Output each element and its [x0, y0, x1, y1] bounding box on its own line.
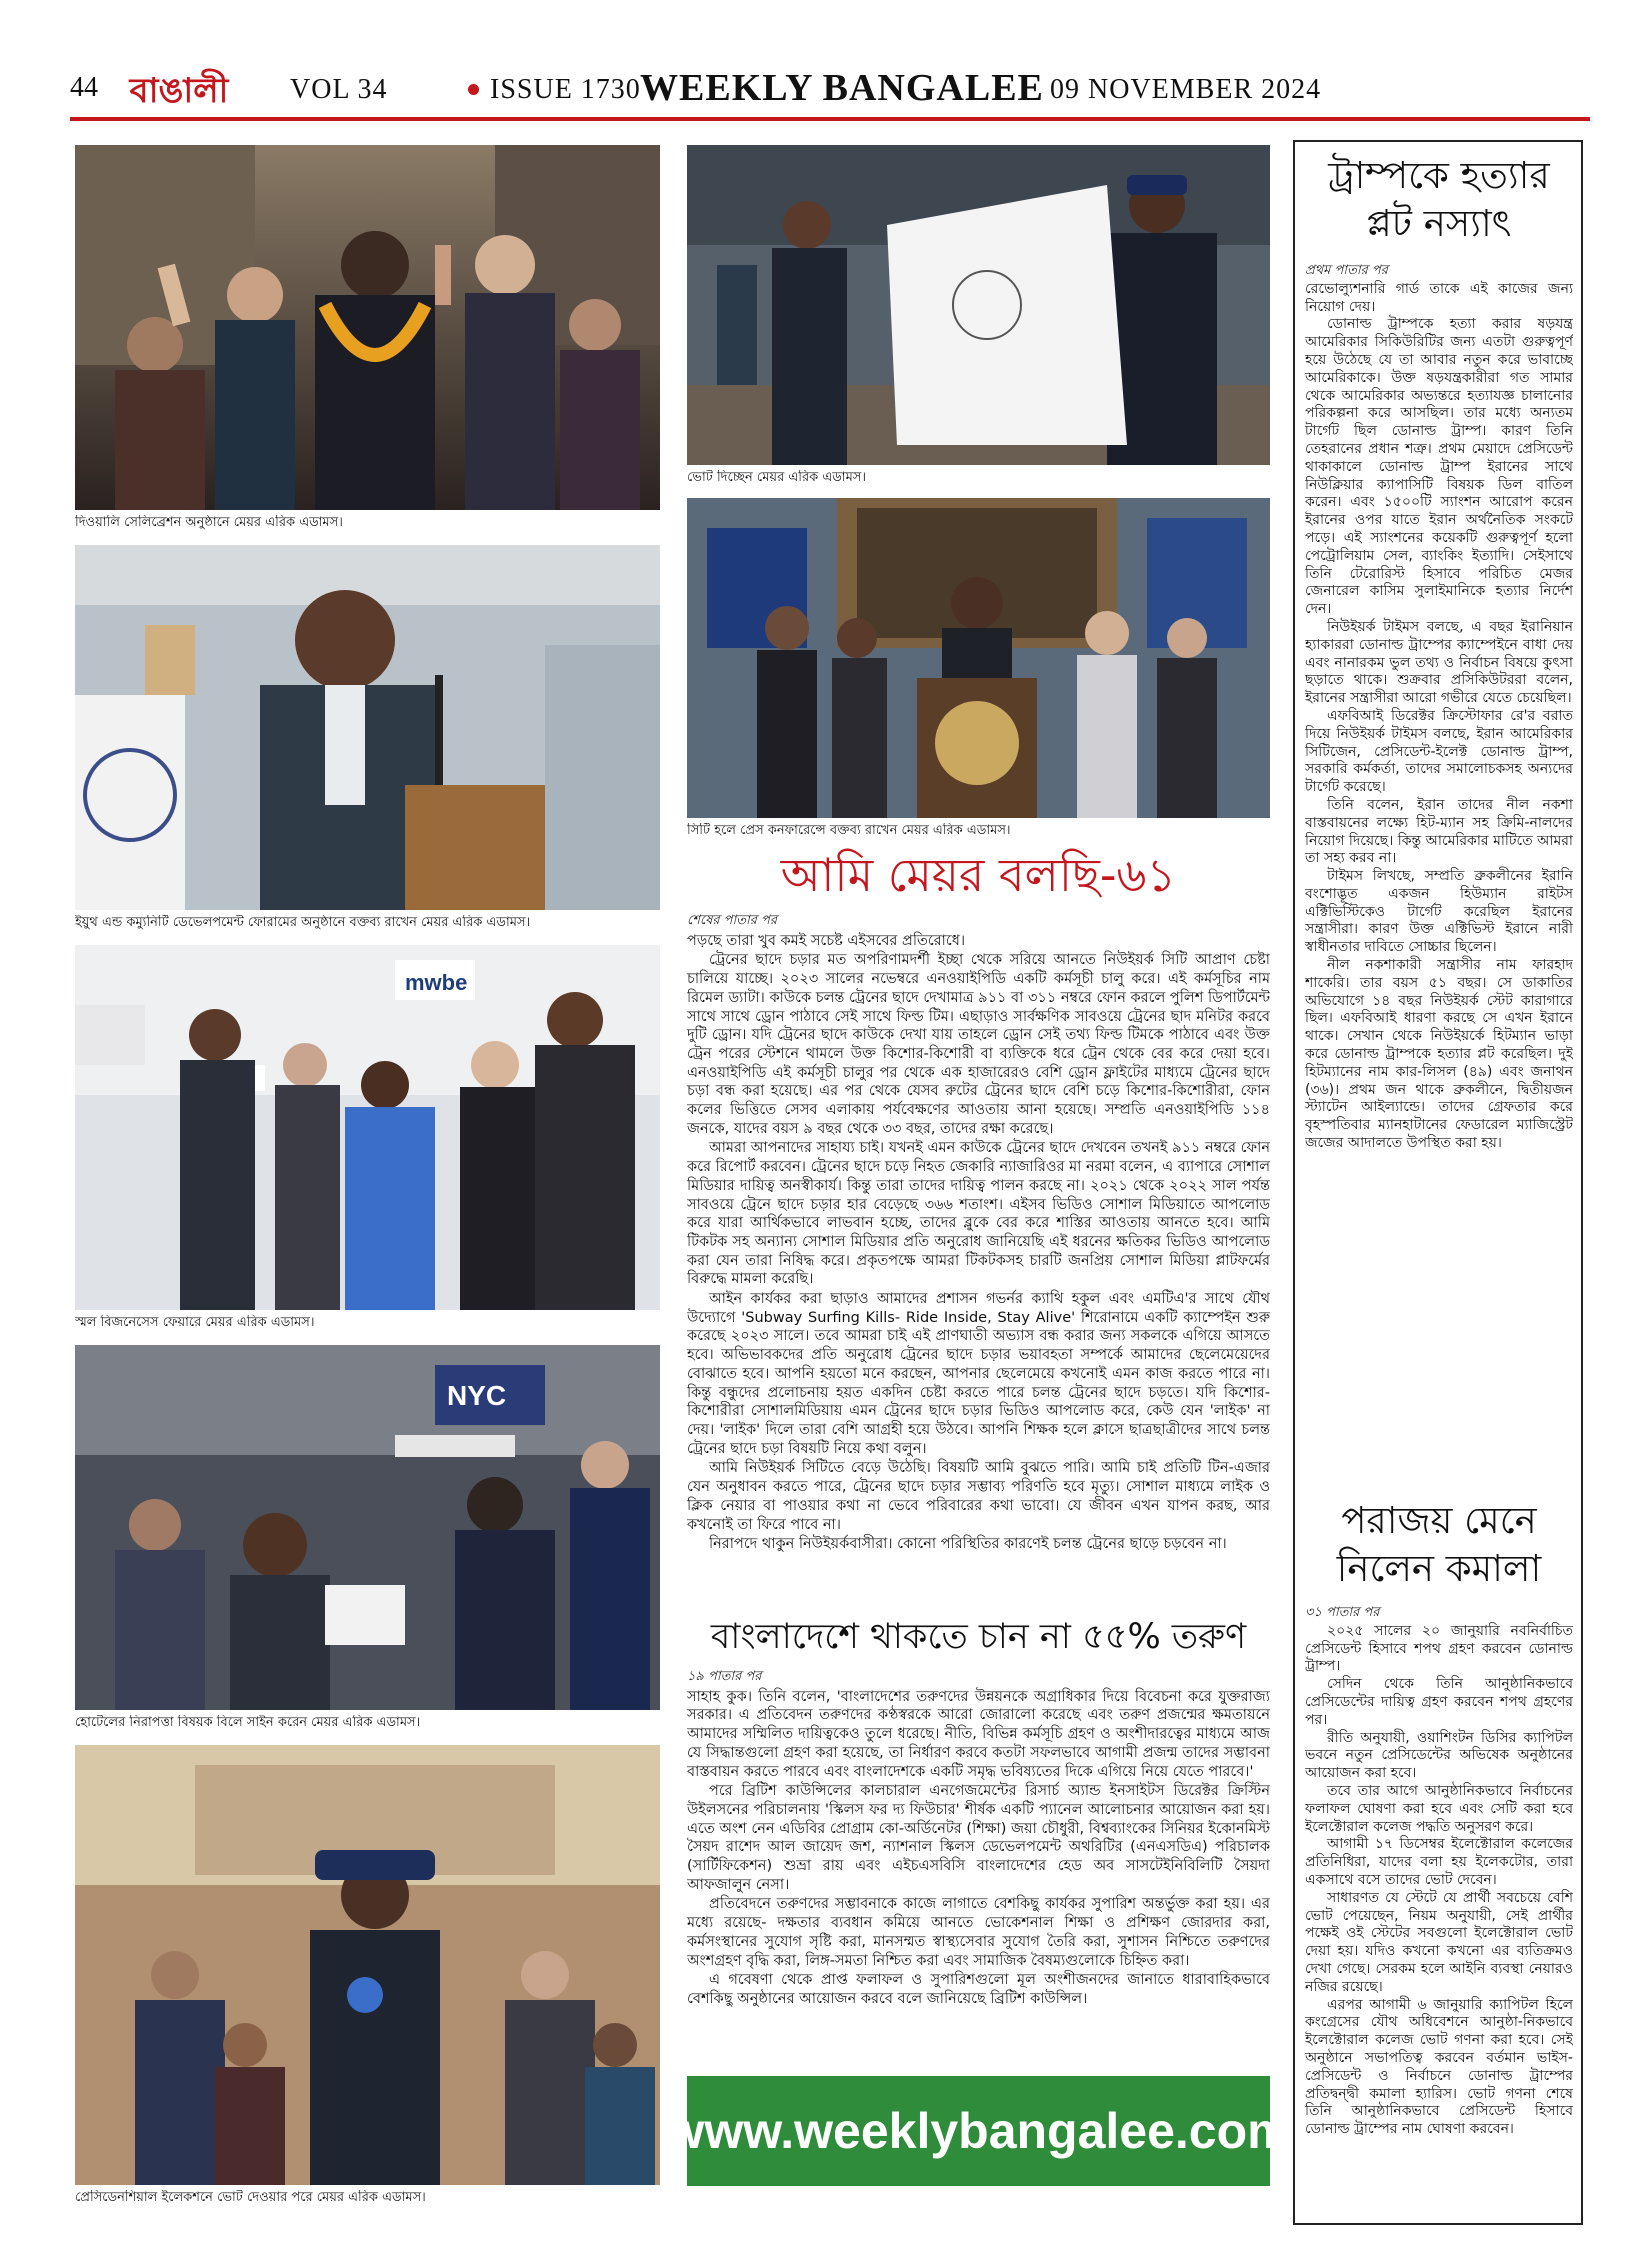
masthead: WEEKLY BANGALEE: [640, 67, 1044, 109]
caption-voting: ভোট দিচ্ছেন মেয়র এরিক এডামস।: [687, 470, 867, 485]
bangladesh-headline: বাংলাদেশে থাকতে চান না ৫৫% তরুণ: [710, 1617, 1247, 1657]
kamala-continued-from: ৩১ পাতার পর: [1305, 1605, 1380, 1620]
trump-paragraph: ডোনাল্ড ট্রাম্পকে হত্যা করার ষড়যন্ত্র আমেরিকার সিকিউরিটির জন্য এতটা গুরুত্বপূর্ণ হয়ে উঠেছে যে তা আবার নতুন করে ভাবাচ্ছে আমেরিকাকে। উক্ত ষড়যন্ত্রকারীরা গত সামার থেকে আমেরিকার অভ্যন্তরে হত্যাযজ্ঞ চালানোর পরিকল্পনা করে আসছিল। তার মধ্যে অন্যতম টার্গেট ছিল ডোনাল্ড ট্রাম্প। কারণ তিনি তেহরানের প্রধান শত্রু। প্রথম মেয়াদে প্রেসিডেন্ট থাকাকালে ডোনাল্ড ট্রাম্প ইরানের সাথে নিউক্লিয়ার ক্যাপাসিটি বিষয়ক ডিল বাতিল করেন। এবং ১৫০০টি স্যাংশন আরোপ করেন ইরানের ওপর যাতে ইরান অর্থনৈতিক সংকটে পড়ে। এই স্যাংশনের কয়েকটি গুরুত্বপূর্ণ হলো পেট্রোলিয়াম সেল, ব্যাংকিং ইত্যাদি। সেইসাথে তিনি টেরোরিস্ট হিসাবে পরিচিত মেজর জেনারেল কাসিম সুলাইমানিকে হত্যার নির্দেশ দেন।: [1305, 316, 1573, 618]
photo-hotel-bill: [75, 1345, 660, 1710]
page-number: 44: [70, 72, 98, 103]
kamala-paragraph: রীতি অনুযায়ী, ওয়াশিংটন ডিসির ক্যাপিটল ভবনে নতুন প্রেসিডেন্টের অভিষেক অনুষ্ঠানের আয়োজন করা হবে।: [1305, 1729, 1573, 1782]
photo-sign-text-2: NYC: [447, 1380, 507, 1411]
trump-paragraph: নীল নকশাকারী সন্ত্রাসীর নাম ফারহাদ শাকেরি। তার বয়স ৫১ বছর। সে ডাকাতির অভিযোগে ১৪ বছর নিউইয়র্ক স্টেট কারাগারে ছিল। এফবিআই ধারণা করছে সে এখন ইরানে থাকে। সেখান থেকে নিউইয়র্কে হিটম্যান ভাড়া করে ডোনাল্ড ট্রাম্পকে হত্যার প্লট করেছিল। দুই হিটম্যানের নাম কার-লিসল (৪৯) এবং জনাথন (৩৬)। প্রথম জন থাকে ব্রুকলীনে, দ্বিতীয়জন স্ট্যাটেন আইল্যান্ডে। তাদের গ্রেফতার করে বৃহস্পতিবার ম্যানহাটানের ফেডারেল ম্যাজিস্ট্রেট জজের আদালতে উপস্থিত করা হয়।: [1305, 957, 1573, 1152]
photo-sign-text: mwbe: [405, 970, 468, 995]
mayor-paragraph: পড়ছে তারা খুব কমই সচেষ্ট এইসবের প্রতিরোধে।: [687, 932, 966, 949]
photo-press-conference: [687, 498, 1270, 818]
caption-election-vote: প্রেসিডেনশিয়াল ইলেকশনে ভোট দেওয়ার পরে মেয়র এরিক এডামস।: [75, 2190, 426, 2205]
trump-continued-from: প্রথম পাতার পর: [1305, 263, 1388, 278]
mayor-paragraph: আমি নিউইয়র্ক সিটিতে বেড়ে উঠেছি। বিষয়টি আমি বুঝতে পারি। আমি চাই প্রতিটি টিন-এজার যেন অনুধাবন করতে পারে, ট্রেনের ছাদে চড়ার সম্ভাব্য পরিণতি হবে মৃত্যু। সোশাল মাধ্যমে লাইক ও ক্লিক নেয়ার বা পাওয়ার কথা না ভেবে পরিবারের কথা ভাবো। যে জীবন এখন যাপন করছ, আর কখনোই তা ফিরে পাবে না।: [687, 1460, 1270, 1533]
mayor-column-headline: আমি মেয়র বলছি-৬১: [780, 848, 1177, 902]
bangladesh-paragraph: প্রতিবেদনে তরুণদের সম্ভাবনাকে কাজে লাগাতে বেশকিছু কার্যকর সুপারিশ অন্তর্ভুক্ত করা হয়। এর মধ্যে রয়েছে- দক্ষতার ব্যবধান কমিয়ে আনতে ভোকেশনাল শিক্ষা ও প্রশিক্ষণ জোরদার করা, কর্মসংস্থানের সুযোগ সৃষ্টি করা, মানসম্মত স্বাস্থ্যসেবার সুযোগ তৈরি করা, সুশাসন নিশ্চিতে তরুণদের অংশগ্রহণ বৃদ্ধি করা, লিঙ্গ-সমতা নিশ্চিত করা এবং সামাজিক বৈষম্যগুলোকে চিহ্নিত করা।: [687, 1896, 1270, 1969]
volume-label: VOL 34: [290, 74, 388, 105]
mayor-column-body: [687, 912, 1270, 1612]
website-ad-banner[interactable]: www.weeklybangalee.com: [687, 2076, 1270, 2186]
trump-body: [1305, 262, 1573, 1462]
bangladesh-paragraph: এ গবেষণা থেকে প্রাপ্ত ফলাফল ও সুপারিশগুলো মূল অংশীজনদের জানাতে ধারাবাহিকভাবে বেশকিছু অনুষ্ঠানের আয়োজন করবে বলে জানিয়েছে ব্রিটিশ কাউন্সিল।: [687, 1972, 1270, 2007]
caption-youth-forum: ইয়ুথ এন্ড কম্যুনিটি ডেভেলপমেন্ট ফোরামের অনুষ্ঠানে বক্তব্য রাখেন মেয়র এরিক এডামস।: [75, 915, 531, 930]
kamala-paragraph: সাধারণত যে স্টেটে যে প্রার্থী সবচেয়ে বেশি ভোট পেয়েছেন, নিয়ম অনুযায়ী, সেই প্রার্থীর পক্ষেই ওই স্টেটের সবগুলো ইলেক্টোরাল ভোট দেয়া হয়। যদিও কখনো কখনো এর ব্যতিক্রমও দেখা গেছে। সেরকম হলে আইনি ব্যবস্থা নেয়ারও নজির রয়েছে।: [1305, 1889, 1573, 1995]
mayor-paragraph: নিরাপদে থাকুন নিউইয়র্কবাসীরা। কোনো পরিস্থিতির কারণেই চলন্ত ট্রেনের ছাড়ে চড়বেন না।: [709, 1536, 1227, 1553]
bangladesh-paragraph: সাহাহ কুক। তিনি বলেন, 'বাংলাদেশের তরুণদের উন্নয়নকে অগ্রাধিকার দিয়ে বিবেচনা করে যুক্তরাজ্য সরকার। এ প্রতিবেদন তরুণদের কণ্ঠস্বরকে আরো জোরালো করেছে এবং তরুণ প্রজন্মের ক্ষমতায়নে আমাদের সম্মিলিত দায়িত্বকেও তুলে ধরেছে। নীতি, বিভিন্ন কর্মসূচি গ্রহণ ও অংশীদারত্বের মাধ্যমে আজ যে সিদ্ধান্তগুলো গ্রহণ করা হয়েছে, তা নির্ধারণ করবে কতটা সফলভাবে আগামী প্রজন্ম তাদের সম্ভাবনা বাস্তবায়ন করতে পারবে এবং বাংলাদেশকে একটি সমৃদ্ধ ভবিষ্যতের দিকে এগিয়ে নিয়ে যেতে পারবে।': [687, 1688, 1270, 1780]
kamala-paragraph: ২০২৫ সালের ২০ জানুয়ারি নবনির্বাচিত প্রেসিডেন্ট হিসাবে শপথ গ্রহণ করবেন ডোনাল্ড ট্রাম্প।: [1305, 1622, 1573, 1675]
kamala-paragraph: এরপর আগামী ৬ জানুয়ারি ক্যাপিটল হিলে কংগ্রেসের যৌথ অধিবেশনে আনুষ্ঠা-নিকভাবে ইলেক্টোরাল কলেজ ভোট গণনা করা হবে। সেই অনুষ্ঠানে সভাপতিত্ব করবেন বর্তমান ভাইস-প্রেসিডেন্ট ও নির্বাচনে ডোনাল্ড ট্রাম্পের প্রতিদ্বন্দ্বী কমালা হ্যারিস। ভোট গণনা শেষে তিনি আনুষ্ঠানিকভাবে প্রেসিডেন্ট হিসাবে ডোনাল্ড ট্রাম্পের নাম ঘোষণা করবেন।: [1305, 1996, 1573, 2138]
kamala-paragraph: সেদিন থেকে তিনি আনুষ্ঠানিকভাবে প্রেসিডেন্টের দায়িত্ব গ্রহণ করবেন শপথ গ্রহণের পর।: [1305, 1676, 1573, 1728]
bangladesh-paragraph: পরে ব্রিটিশ কাউন্সিলের কালচারাল এনগেজমেন্টের রিসার্চ অ্যান্ড ইনসাইটস ডিরেক্টর ক্রিস্টিন উইলসনের পরিচালনায় 'স্কিলস ফর দ্য ফিউচার' শীর্ষক একটি প্যানেল আলোচনার আয়োজন করা হয়। এতে অংশ নেন এডিবির প্রোগ্রাম কো-অর্ডিনেটর (শিক্ষা) জয়া চৌধুরী, বিশ্বব্যাংকের সিনিয়র ইকোনমিস্ট সৈয়দ রাশেদ আল জায়েদ জশ, ন্যাশনাল স্কিলস ডেভেলপমেন্ট অথরিটির (এনএসডিএ) পরিচালক (সার্টিফিকেশন) শুভ্রা রায় এবং এইচএসবিসি বাংলাদেশের হেড অব সাসটেইনিবিলিটি সৈয়দা আফজালুন নেসা।: [687, 1783, 1270, 1893]
mayor-paragraph: আমরা আপনাদের সাহায্য চাই। যখনই এমন কাউকে ট্রেনের ছাদে দেখবেন তখনই ৯১১ নম্বরে ফোন করে রিপোর্ট করবেন। ট্রেনের ছাদে চড়ে নিহত জেকারি ন্যাজারিওর মা নরমা বলেন, এ ব্যাপারে সোশাল মিডিয়ার দায়িত্ব অনস্বীকার্য। কিন্তু তারা তাদের দায়িত্ব পালন করছে না। ২০২১ থেকে ২০২২ সাল পর্যন্ত সাবওয়ে ট্রেনে ছাদে চড়ার হার বেড়েছে ৩৬৬ শতাংশ। এইসব ভিডিও সোশাল মিডিয়াতে আপলোড করে যারা আর্থিকভাবে লাভবান হচ্ছে, তাদের ব্লুকে বের করে শাস্তির আওতায় আনতে হবে। আমি টিকটক সহ অন্যান্য সোশাল মিডিয়ার প্রতি অনুরোধ জানিয়েছি এই ধরনের ক্ষতিকর ভিডিও আপলোড করা যেন তারা নিষিদ্ধ করে। প্রকৃতপক্ষে আমরা টিকটকসহ চারটি জনপ্রিয় সোশাল মিডিয়া প্লাটফর্মের বিরুদ্ধে মামলা করেছি।: [687, 1140, 1270, 1288]
photo-election-vote: [75, 1745, 660, 2185]
trump-paragraph: নিউইয়র্ক টাইমস বলছে, এ বছর ইরানিয়ান হ্যাকাররা ডোনাল্ড ট্রাম্পের ক্যাম্পেইনে বাধা দেয় এবং নানারকম ভুল তথ্য ও নির্বাচন বিষয়ে কুৎসা ছড়াতে থাকে। শুক্রবার প্রসিকিউটররা বলেন, ইরানের সন্ত্রাসীরা আরো গভীরে যেতে চেয়েছিল।: [1305, 618, 1573, 707]
logo-text: বাঙালী: [129, 71, 229, 110]
caption-hotel-bill: হোটেলের নিরাপত্তা বিষয়ক বিলে সাইন করেন মেয়র এরিক এডামস।: [75, 1715, 421, 1730]
page-header: [70, 62, 1590, 114]
kamala-paragraph: আগামী ১৭ ডিসেম্বর ইলেক্টোরাল কলেজের প্রতিনিধিরা, যাদের বলা হয় ইলেকটোর, তারা একসাথে বসে তাদের ভোট দেবেন।: [1305, 1836, 1573, 1888]
trump-paragraph: টাইমস লিখছে, সম্প্রতি ব্রুকলীনের ইরানি বংশোদ্ভূত একজন হিউম্যান রাইটস এক্টিভিস্টিকেও টার্গেট করেছিল ইরানের সন্ত্রাসীরা। কারণ উক্ত এক্টিভিস্ট ইরানে নারী স্বাধীনতার দাবিতে সোচ্চার ছিলেন।: [1305, 868, 1573, 956]
bangladesh-continued-from: ১৯ পাতার পর: [687, 1669, 762, 1684]
trump-paragraph: তিনি বলেন, ইরান তাদের নীল নকশা বাস্তবায়নের লক্ষ্যে হিট-ম্যান সহ ক্রিমি-নালদের নিয়োগ দিয়েছে। কিন্তু আমেরিকার মাটিতে আমরা তা সহ্য করব না।: [1305, 796, 1573, 867]
trump-paragraph: রেভোল্যুশনারি গার্ড তাকে এই কাজের জন্য নিয়োগ দেয়।: [1305, 280, 1573, 315]
mayor-continued-from: শেষের পাতার পর: [687, 913, 778, 928]
caption-press-conference: সিটি হলে প্রেস কনফারেন্সে বক্তব্য রাখেন মেয়র এরিক এডামস।: [687, 823, 1011, 838]
header-rule: [70, 117, 1590, 121]
photo-small-business: [75, 945, 660, 1310]
kamala-paragraph: তবে তার আগে আনুষ্ঠানিকভাবে নির্বাচনের ফলাফল ঘোষণা করা হবে এবং সেটি করা হবে ইলেক্টোরাল কলেজ পদ্ধতি অনুসরণ করে।: [1305, 1782, 1573, 1835]
separator-dot: [468, 84, 479, 95]
right-column-box: [1293, 140, 1583, 2225]
issue-label: ISSUE 1730: [490, 74, 641, 105]
photo-youth-forum: [75, 545, 660, 910]
newspaper-logo: [122, 62, 237, 110]
kamala-headline: পরাজয় মেনে নিলেন কমালা: [1336, 1499, 1542, 1590]
caption-small-business: স্মল বিজনেসেস ফেয়ারে মেয়র এরিক এডামস।: [75, 1315, 315, 1330]
mayor-paragraph: ট্রেনের ছাদে চড়ার মত অপরিণামদর্শী ইচ্ছা থেকে সরিয়ে আনতে নিউইয়র্ক সিটি আপ্রাণ চেষ্টা চালিয়ে যাচ্ছে। ২০২৩ সালের নভেম্বরে এনওয়াইপিডি একটি কর্মসূচী চালু করে। এই কর্মসূচির নাম রিমেল ড্যাটা। কাউকে চলন্ত ট্রেনের ছাদে দেখামাত্র ৯১১ বা ৩১১ নম্বরে ফোন করলে পুলিশ ডিপার্টমেন্ট সাথে সাথে ড্রোন পাঠাবে সেই সাথে ফিল্ড টিম। এছাড়াও সার্বক্ষণিক সাবওয়ে ট্রেনের ছাদ মনিটর করবে দুটি ড্রোন। যদি ট্রেনের ছাদে কাউকে দেখা যায় তাহলে ড্রোন সেই তথ্য ফিল্ড টিমকে পাঠাবে এবং উক্ত ট্রেন পরের স্টেশনে থামলে উক্ত কিশোর-কিশোরী বা ব্যক্তিকে ধরে ট্রেন থেকে বের করে দেয়া হবে। এনওয়াইপিডি এই কর্মসূচী চালুর পর থেকে এক হাজারেরও বেশি ড্রোন ফ্লাইটের মাধ্যমে ট্রেনের ছাদে চড়া বন্ধ করা হয়েছে। এর পর থেকে যেসব রুটের ট্রেনের ছাদে বেশি চড়ে কিশোর-কিশোরীরা, ফোন কলের ভিত্তিতে সেসব এলাকায় পর্যবেক্ষণের আওতায় আনা হয়েছে। সম্প্রতি এনওয়াইপিডি ১১৪ জনকে, যাদের বয়স ৯ বছর থেকে ৩৩ বছর, তাদের রক্ষা করেছে।: [687, 952, 1270, 1137]
photo-voting: [687, 145, 1270, 465]
kamala-body: [1305, 1604, 1573, 2214]
trump-headline: ট্রাম্পকে হত্যার প্লট নস্যাৎ: [1328, 154, 1550, 245]
caption-diwali: দিওয়ালি সেলিব্রেশন অনুষ্ঠানে মেয়র এরিক এডামস।: [75, 515, 343, 530]
trump-paragraph: এফবিআই ডিরেক্টর ক্রিস্টোফার রে'র বরাত দিয়ে নিউইয়র্ক টাইমস বলছে, ইরান আমেরিকার সিটিজেন, প্রেসিডেন্ট-ইলেক্ট ডোনাল্ড ট্রাম্প, সরকারি কর্মকর্তা, তাদের সমালোচকসহ অন্যদের টার্গেট করেছে।: [1305, 707, 1573, 796]
mayor-paragraph: আইন কার্যকর করা ছাড়াও আমাদের প্রশাসন গভর্নর ক্যাথি হকুল এবং এমটিএ'র সাথে যৌথ উদ্যোগে 'Subway Surfing Kills- Ride Inside, Stay Alive' শিরোনামে একটি ক্যাম্পেইন শুরু করেছে ২০২৩ সালে। তবে আমরা চাই এই প্রাণঘাতী অভ্যাস বন্ধ করার জন্য সকলকে এগিয়ে আসতে হবে। অভিভাবকদের প্রতি অনুরোধ ট্রেনের ছাদে চড়ার ভয়াবহতা সম্পর্কে আমাদের ছেলেমেয়েদের বোঝাতে হবে। আপনি হয়তো মনে করছেন, আপনার ছেলেমেয়ে কখনোই এমন কাজ করতে পারে না। কিন্তু বন্ধুদের প্রলোচনায় হয়ত একদিন চেষ্টা করতে পারে চলন্ত ট্রেনের ছাদে চড়তে। যদি কিশোর-কিশোরীরা সোশালমিডিয়ায় এমন ট্রেনের ছাদে চড়ার ভিডিও আপলোড করে, কেউ যেন 'লাইক' না দেয়। 'লাইক' দিলে তারা বেশি আগ্রহী হয়ে উঠবে। আপনি শিক্ষক হলে ক্লাসে ছাত্রছাত্রীদের সাথে চলন্ত ট্রেনের ছাদে চড়া বিষয়টি নিয়ে কথা বলুন।: [687, 1291, 1270, 1457]
issue-date: 09 NOVEMBER 2024: [1050, 74, 1322, 105]
photo-diwali: [75, 145, 660, 510]
bangladesh-body: [687, 1668, 1270, 2063]
